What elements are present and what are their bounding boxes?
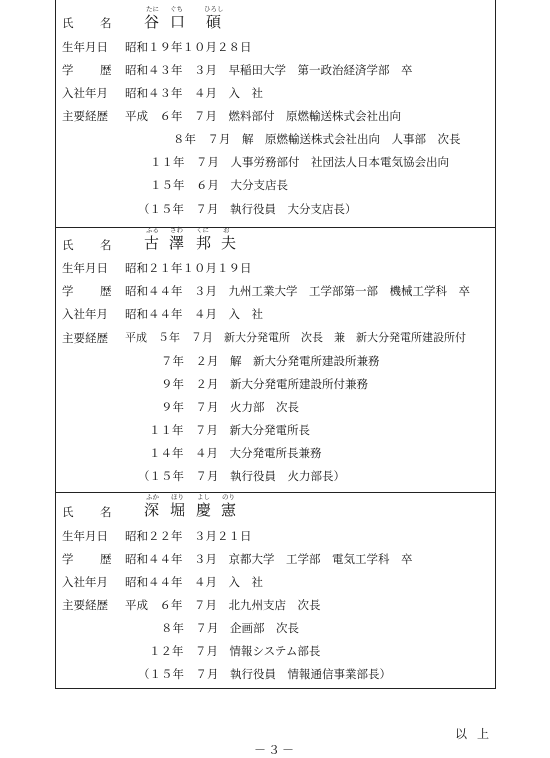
section-divider [55, 492, 496, 493]
name-ruby: のり [222, 493, 235, 501]
career-item: 平成 ６年 ７月 北九州支店 次長 [125, 598, 321, 612]
education: 昭和４４年 ３月 九州工業大学 工学部第一部 機械工学科 卒 [125, 284, 470, 298]
career-item: ９年 ７月 火力部 次長 [161, 400, 299, 414]
page-number: －３－ [254, 743, 297, 757]
career-item: 平成 ５年 ７月 新大分発電所 次長 兼 新大分発電所建設所付 [125, 331, 466, 344]
education: 昭和４４年 ３月 京都大学 工学部 電気工学科 卒 [125, 552, 413, 566]
name-ruby: よし [197, 493, 210, 501]
closing-text: 以上 [455, 727, 500, 741]
birth-date: 昭和２１年１０月１９日 [125, 261, 252, 275]
career-item: （１５年 ７月 執行役員 情報通信事業部長） [138, 667, 391, 681]
career-item: （１５年 ７月 執行役員 火力部長） [138, 469, 345, 483]
career-item: １４年 ４月 大分発電所長兼務 [149, 446, 322, 460]
name-ruby: ふる [146, 226, 159, 234]
career-item: 平成 ６年 ７月 燃料部付 原燃輸送株式会社出向 [125, 109, 401, 123]
name-ruby: さわ [170, 226, 183, 234]
join-date: 昭和４３年 ４月 入 社 [125, 86, 263, 100]
education: 昭和４３年 ３月 早稲田大学 第一政治経済学部 卒 [125, 63, 413, 77]
section-divider [55, 227, 496, 228]
career-item: １１年 ７月 人事労務部付 社団法人日本電気協会出向 [150, 155, 449, 169]
career-item: １５年 ６月 大分支店長 [150, 178, 288, 192]
career-item: ９年 ２月 新大分発電所建設所付兼務 [161, 377, 368, 391]
name-ruby: たに [146, 5, 159, 13]
career-item: １２年 ７月 情報システム部長 [149, 644, 321, 658]
birth-date: 昭和１９年１０月２８日 [125, 40, 252, 54]
career-item: （１５年 ７月 執行役員 大分支店長） [138, 202, 357, 216]
name-ruby: ふか [146, 493, 159, 501]
name-ruby: ひろし [204, 5, 224, 13]
career-item: ８年 ７月 企画部 次長 [161, 621, 299, 635]
career-item: ８年 ７月 解 原燃輸送株式会社出向 人事部 次長 [173, 132, 461, 146]
join-date: 昭和４４年 ４月 入 社 [125, 307, 263, 321]
name-ruby: くに [196, 226, 209, 234]
name-ruby: ぐち [170, 5, 183, 13]
birth-date: 昭和２２年 ３月２１日 [125, 529, 252, 543]
career-item: １１年 ７月 新大分発電所長 [149, 423, 310, 437]
name-ruby: お [223, 226, 230, 234]
join-date: 昭和４４年 ４月 入 社 [125, 575, 263, 589]
career-item: ７年 ２月 解 新大分発電所建設所兼務 [161, 354, 380, 368]
name-ruby: ほり [171, 493, 184, 501]
